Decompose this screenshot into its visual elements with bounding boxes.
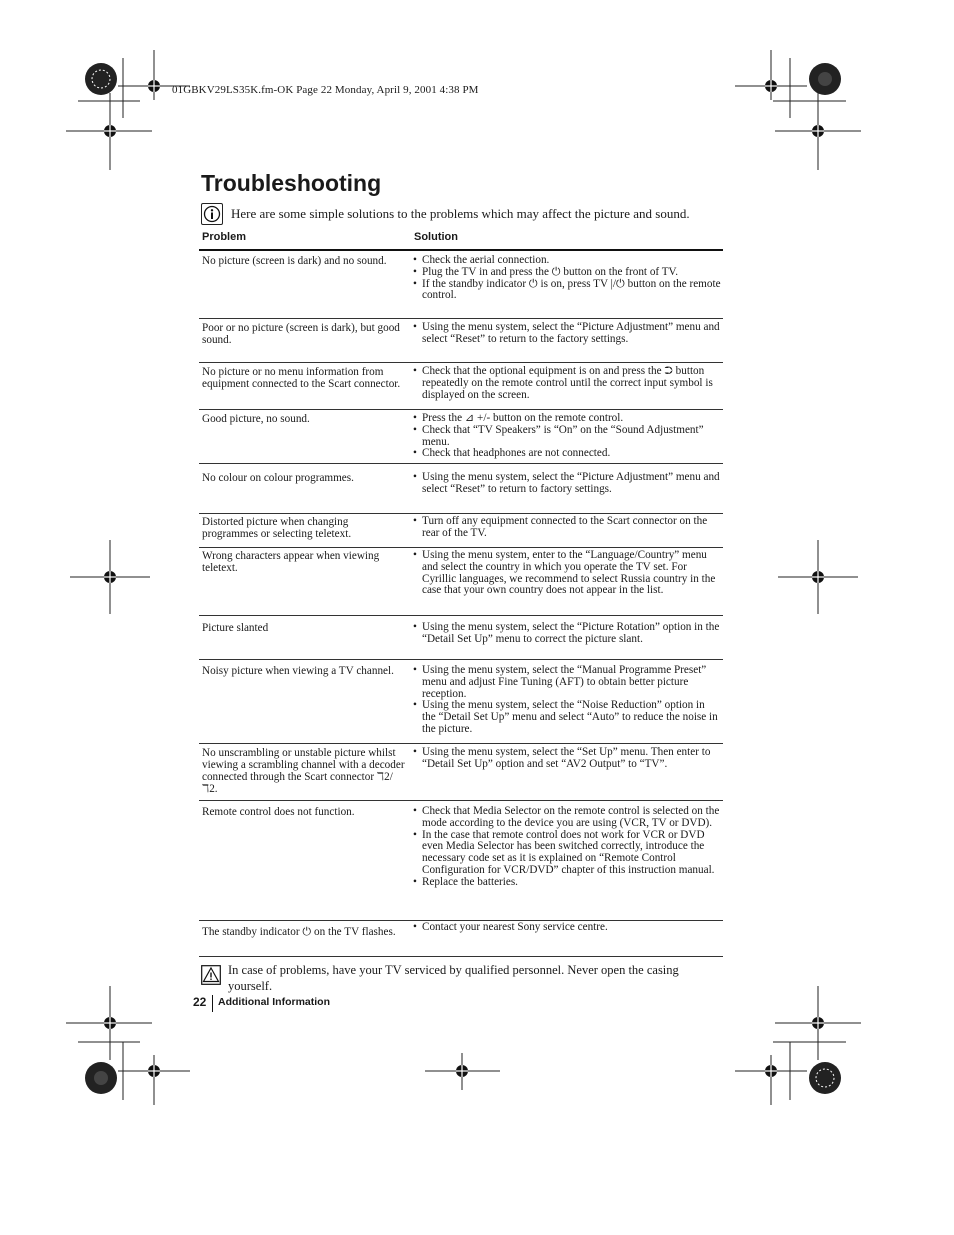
table-row	[199, 744, 723, 801]
problem-cell: No unscrambling or unstable picture whilst viewing a scrambling channel with a decoder connected through the Scart connector ℸ2/ℸ2.	[202, 747, 405, 795]
solution-item: • Check that “TV Speakers” is “On” on the “Sound Adjustment” menu.	[413, 425, 721, 449]
solution-item: • Check the aerial connection.	[413, 255, 721, 267]
table-row	[199, 464, 723, 514]
footer-section: Additional Information	[218, 996, 330, 1008]
solution-item: • If the standby indicator ⏻ is on, press TV |/⏻ button on the remote control.	[413, 279, 721, 303]
solution-item: • Using the menu system, select the “Picture Rotation” option in the “Detail Set Up” menu to correct the picture slant.	[413, 622, 721, 646]
solution-cell	[413, 413, 721, 460]
problem-cell: No picture (screen is dark) and no sound.	[202, 255, 387, 267]
solution-cell	[413, 665, 721, 736]
solution-item: • In the case that remote control does not work for VCR or DVD even Media Selector has been switched correctly, introduce the necessary code set as it is explained on “Remote Control Configuration for VCR/DVD” chapter of this instruction manual.	[413, 830, 721, 877]
table-row	[199, 616, 723, 660]
solution-cell	[413, 922, 721, 934]
solution-item: • Using the menu system, select the “Picture Adjustment” menu and select “Reset” to return to the factory settings.	[413, 322, 721, 346]
table-row	[199, 548, 723, 616]
warning-icon	[201, 965, 221, 985]
page-header: 01GBKV29LS35K.fm-OK Page 22 Monday, April 9, 2001 4:38 PM	[172, 84, 479, 96]
solution-cell	[413, 806, 721, 889]
solution-cell	[413, 472, 721, 496]
solution-cell	[413, 516, 721, 540]
solution-cell	[413, 366, 721, 401]
problem-cell: Wrong characters appear when viewing teletext.	[202, 550, 380, 574]
solution-item: • Check that the optional equipment is on and press the ⮊ button repeatedly on the remote control until the correct input symbol is displayed on the screen.	[413, 366, 721, 401]
problem-cell: No colour on colour programmes.	[202, 472, 354, 484]
solution-cell	[413, 622, 721, 646]
solution-item: • Using the menu system, select the “Noise Reduction” option in the “Detail Set Up” menu and select “Auto” to reduce the noise in the picture.	[413, 700, 721, 735]
problem-cell: Noisy picture when viewing a TV channel.	[202, 665, 394, 677]
solution-item: • Press the ⊿ +/- button on the remote control.	[413, 413, 721, 425]
problem-cell: No picture or no menu information from equipment connected to the Scart connector.	[202, 366, 401, 390]
solution-item: • Using the menu system, enter to the “Language/Country” menu and select the country in which you operate the TV set. For Cyrillic languages, we recommend to select Russia country in the case that your own country does not appear in the list.	[413, 550, 721, 597]
solution-cell	[413, 255, 721, 302]
solution-item: • Using the menu system, select the “Picture Adjustment” menu and select “Reset” to return to factory settings.	[413, 472, 721, 496]
solution-item: • Using the menu system, select the “Manual Programme Preset” menu and adjust Fine Tuning (AFT) to obtain better picture reception.	[413, 665, 721, 700]
problem-cell: Picture slanted	[202, 622, 269, 634]
solution-item: • Contact your nearest Sony service centre.	[413, 922, 721, 934]
solution-cell	[413, 322, 721, 346]
table-row	[199, 250, 723, 319]
page-title: Troubleshooting	[201, 170, 382, 196]
problem-cell: Remote control does not function.	[202, 806, 355, 818]
problem-cell: Poor or no picture (screen is dark), but good sound.	[202, 322, 400, 346]
footer-divider	[212, 995, 213, 1012]
solution-item: • Check that headphones are not connected.	[413, 448, 721, 460]
warning-note	[201, 962, 721, 994]
solution-cell	[413, 747, 721, 771]
column-header-solution: Solution	[414, 231, 458, 243]
solution-cell	[413, 550, 721, 597]
table-row	[199, 410, 723, 464]
warning-text: In case of problems, have your TV serviced by qualified personnel. Never open the casing yourself.	[228, 963, 679, 993]
solution-item: • Plug the TV in and press the ⏻ button on the front of TV.	[413, 267, 721, 279]
table-row	[199, 801, 723, 921]
problem-cell: Distorted picture when changing programmes or selecting teletext.	[202, 516, 352, 540]
table-row	[199, 514, 723, 548]
solution-item: • Check that Media Selector on the remote control is selected on the mode according to the device you are using (VCR, TV or DVD).	[413, 806, 721, 830]
problem-cell: Good picture, no sound.	[202, 413, 310, 425]
table-row	[199, 660, 723, 744]
intro	[201, 203, 731, 225]
page-number: 22	[193, 995, 207, 1009]
table-row	[199, 363, 723, 410]
table-row	[199, 319, 723, 363]
problem-cell: The standby indicator ⏻ on the TV flashes.	[202, 926, 396, 938]
table-row	[199, 921, 723, 957]
column-header-problem: Problem	[202, 231, 247, 243]
solution-item: • Turn off any equipment connected to the Scart connector on the rear of the TV.	[413, 516, 721, 540]
intro-text: Here are some simple solutions to the problems which may affect the picture and sound.	[231, 206, 690, 221]
info-icon	[201, 203, 223, 225]
solution-item: • Using the menu system, select the “Set Up” menu. Then enter to “Detail Set Up” option and set “AV2 Output” to “TV”.	[413, 747, 721, 771]
solution-item: • Replace the batteries.	[413, 877, 721, 889]
